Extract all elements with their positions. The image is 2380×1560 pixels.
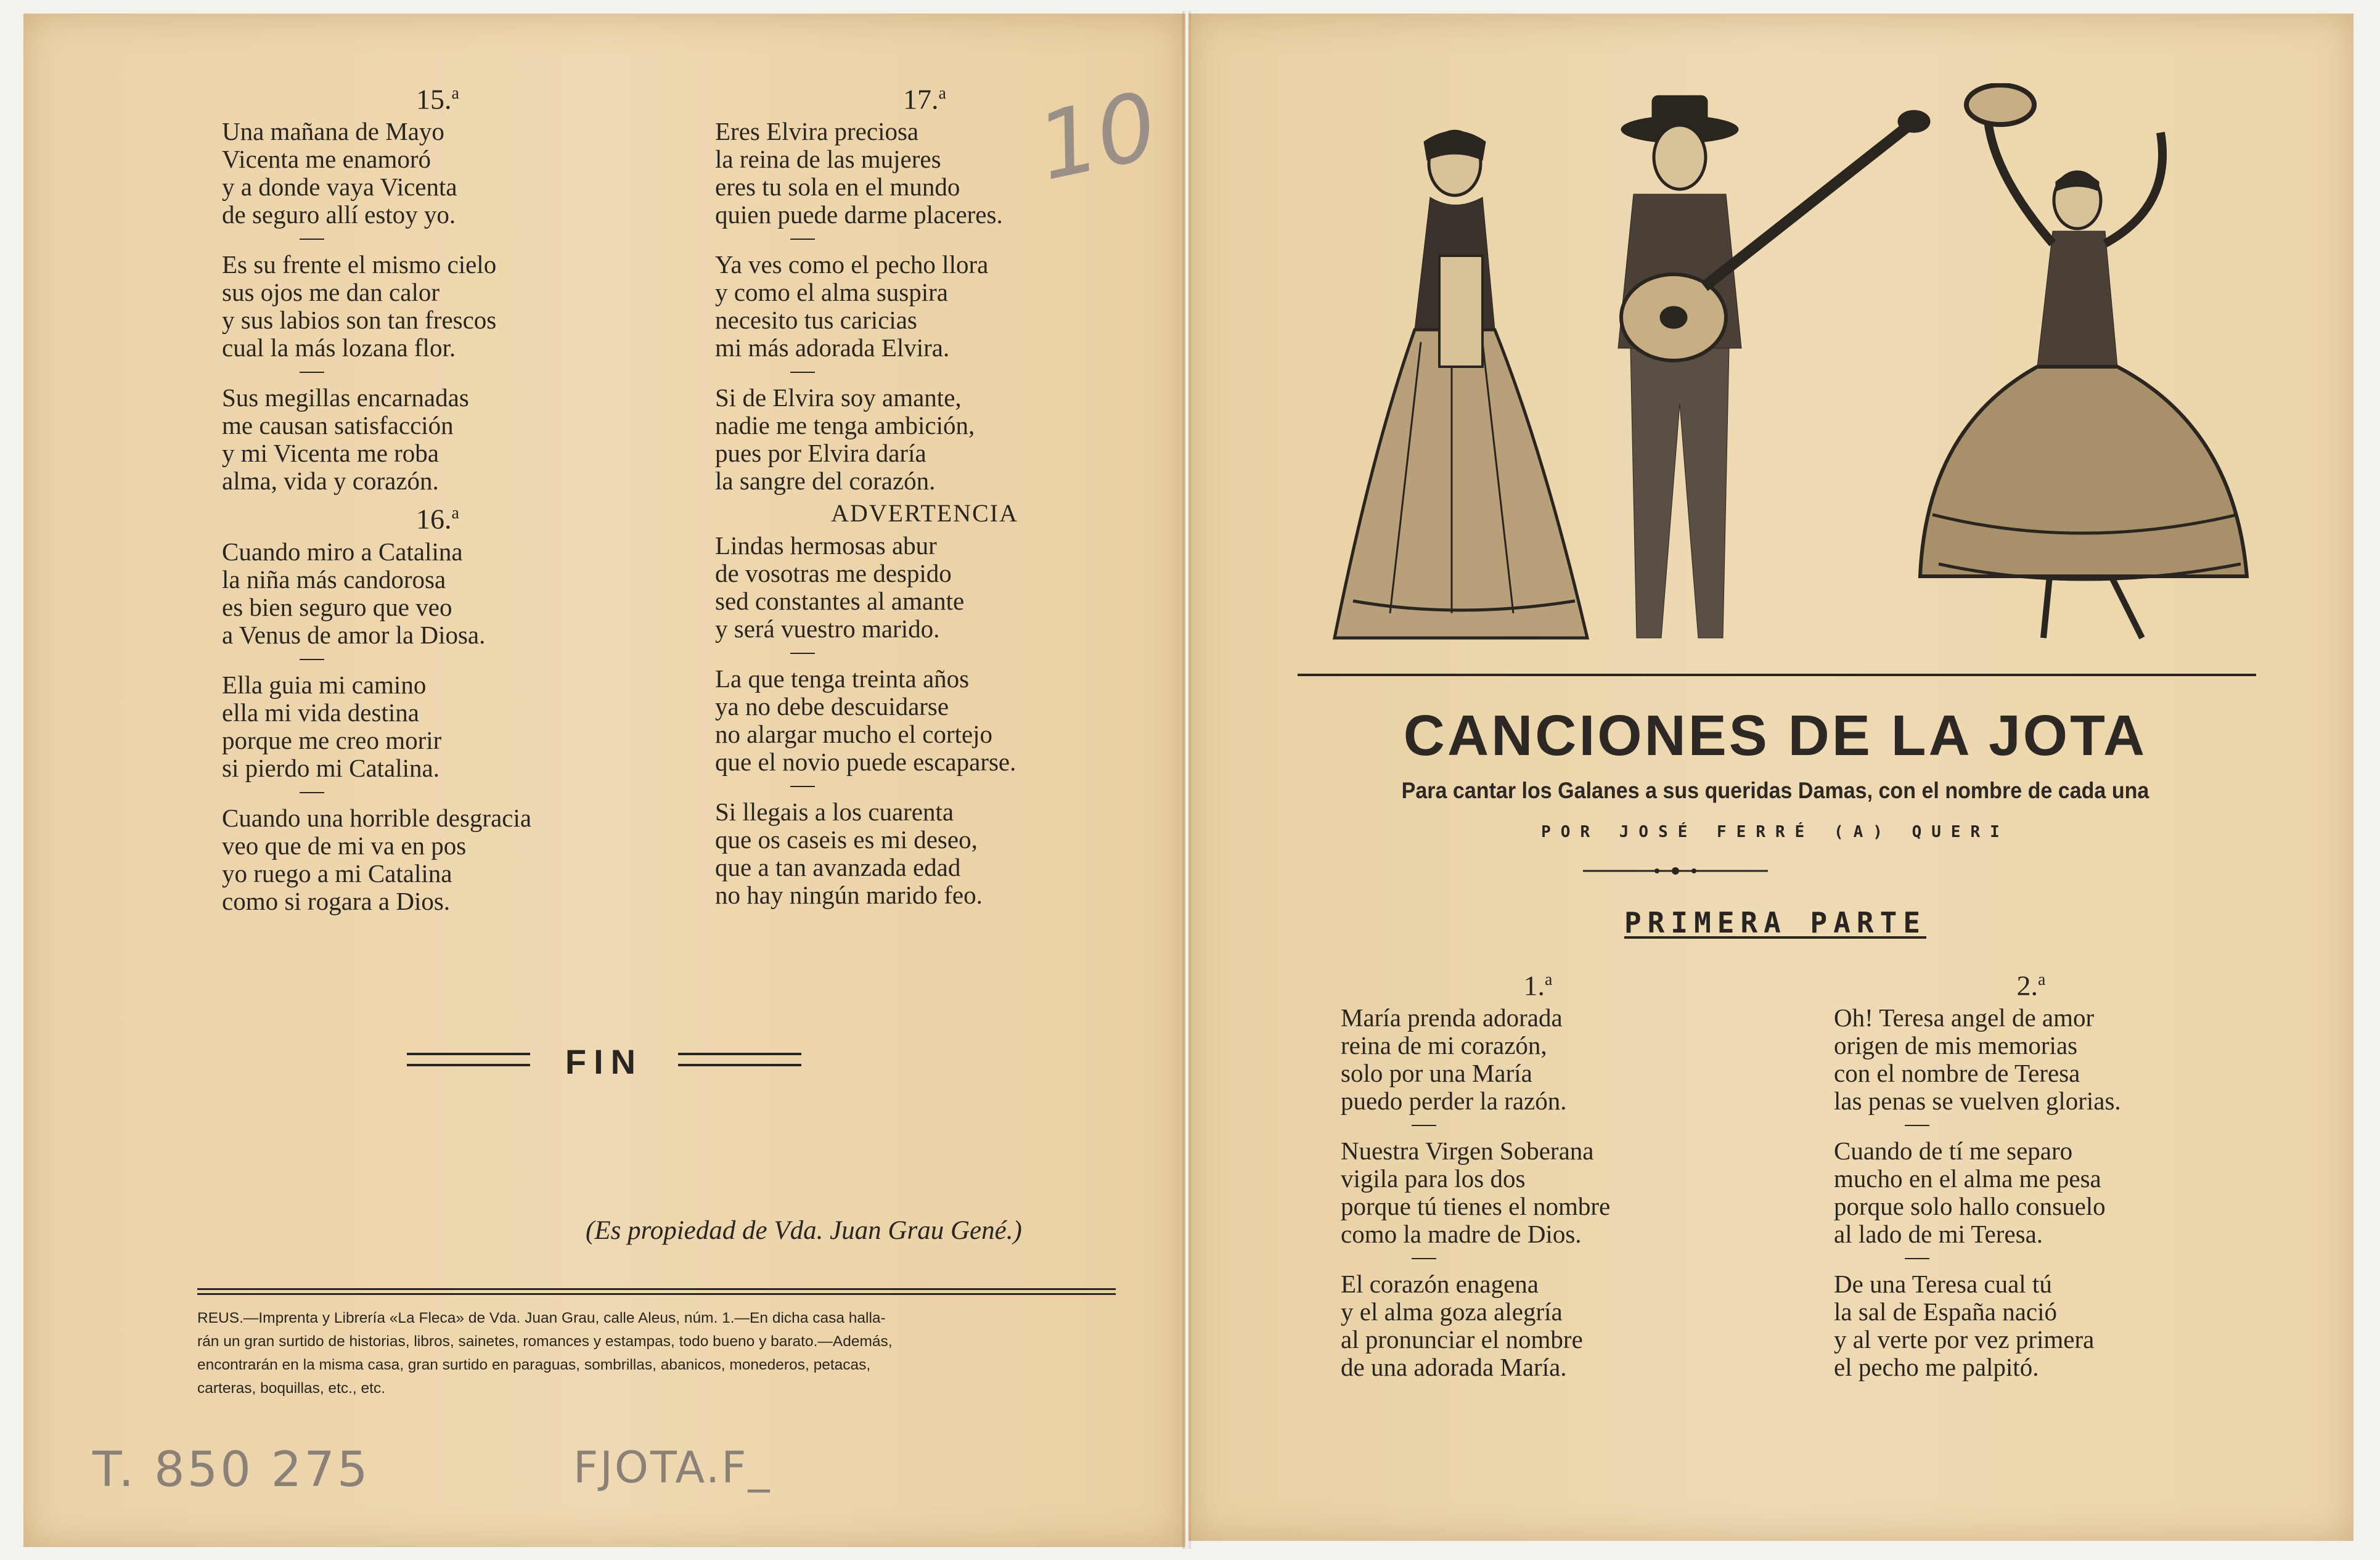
stanza-number: 2.$^a$	[2016, 970, 2046, 1002]
stanza-separator	[300, 792, 324, 793]
main-title: CANCIONES DE LA JOTA	[1403, 703, 2148, 767]
verse-line: la reina de las mujeres	[715, 145, 941, 174]
verse-line: quien puede darme placeres.	[715, 200, 1003, 229]
stanza-separator	[790, 372, 815, 373]
verse-line: reina de mi corazón,	[1341, 1031, 1547, 1060]
verse-line: Eres Elvira preciosa	[715, 117, 919, 146]
stanza-number: 17.$^a$	[903, 83, 946, 115]
verse-line: a Venus de amor la Diosa.	[222, 620, 486, 649]
verse-line: puedo perder la razón.	[1341, 1087, 1567, 1116]
fin-rule-left	[407, 1053, 530, 1066]
verse-line: origen de mis memorias	[1834, 1031, 2078, 1060]
stanza-separator	[790, 786, 815, 787]
verse-line: y sus labios son tan frescos	[222, 306, 497, 335]
stanza-separator	[300, 239, 324, 240]
left-page-column-2	[715, 75, 1134, 909]
right-page-column-1	[1341, 962, 1735, 1381]
verse-line: el pecho me palpitó.	[1834, 1353, 2039, 1382]
verse-line: ya no debe descuidarse	[715, 692, 949, 721]
stanza-separator	[300, 372, 324, 373]
verse-line: El corazón enagena	[1341, 1270, 1539, 1299]
verse-line: Ella guia mi camino	[222, 670, 427, 699]
stanza-separator	[1412, 1125, 1436, 1126]
verse-line: porque me creo morir	[222, 725, 442, 754]
verse-line: es bien seguro que veo	[222, 592, 452, 621]
verse-line: necesito tus caricias	[715, 306, 917, 335]
verse-line: Si llegais a los cuarenta	[715, 798, 954, 827]
author-byline: POR JOSÉ FERRÉ (A) QUERI	[1541, 823, 2010, 841]
verse-line: sus ojos me dan calor	[222, 278, 440, 307]
imprint-line: encontrarán en la misma casa, gran surtido en paraguas, sombrillas, abanicos, monederos, petacas,	[197, 1357, 871, 1373]
verse-line: y el alma goza alegría	[1341, 1297, 1563, 1326]
verse-line: veo que de mi va en pos	[222, 831, 467, 860]
property-notice: (Es propiedad de Vda. Juan Grau Gené.)	[586, 1216, 1022, 1245]
verse-line: no alargar mucho el cortejo	[715, 720, 993, 749]
verse-line: nadie me tenga ambición,	[715, 411, 975, 440]
stanza-separator	[1412, 1258, 1436, 1259]
verse-line: mi más adorada Elvira.	[715, 333, 950, 362]
imprint-rule-top	[197, 1288, 1116, 1290]
verse-line: De una Teresa cual tú	[1834, 1270, 2052, 1299]
pencil-page-number: 10	[1028, 72, 1166, 202]
pencil-catalog-ref: T. 850 275	[92, 1442, 370, 1498]
verse-line: al pronunciar el nombre	[1341, 1325, 1583, 1354]
fin-text: FIN	[565, 1042, 644, 1081]
stanza-separator	[300, 659, 324, 660]
verse-line: la sangre del corazón.	[715, 467, 936, 496]
verse-line: Cuando de tí me separo	[1834, 1137, 2073, 1166]
stanza-separator	[790, 653, 815, 654]
verse-line: al lado de mi Teresa.	[1834, 1220, 2043, 1249]
verse-line: cual la más lozana flor.	[222, 333, 456, 362]
verse-line: María prenda adorada	[1341, 1003, 1563, 1032]
printer-imprint	[197, 1307, 1122, 1400]
verse-line: Cuando una horrible desgracia	[222, 803, 532, 832]
dancer-figure-illustration	[1920, 85, 2247, 638]
verse-line: y como el alma suspira	[715, 278, 949, 307]
fin-rule-right	[678, 1053, 801, 1066]
verse-line: me causan satisfacción	[222, 411, 454, 440]
right-page-column-2	[1834, 962, 2228, 1381]
stanza-separator	[790, 239, 815, 240]
section-heading: ADVERTENCIA	[830, 499, 1018, 528]
imprint-rule-bottom	[197, 1293, 1116, 1295]
verse-line: con el nombre de Teresa	[1834, 1059, 2080, 1088]
verse-line: vigila para los dos	[1341, 1164, 1526, 1193]
imprint-line: rán un gran surtido de historias, libros, sainetes, romances y estampas, todo bueno y barato.—Además,	[197, 1333, 893, 1350]
fin-ornament	[407, 1042, 801, 1079]
verse-line: Lindas hermosas abur	[715, 531, 937, 560]
stanza-separator	[1905, 1258, 1929, 1259]
verse-line: Nuestra Virgen Soberana	[1341, 1137, 1594, 1166]
stanza-number: 16.$^a$	[416, 503, 459, 535]
verse-line: Sus megillas encarnadas	[222, 383, 469, 412]
verse-line: como la madre de Dios.	[1341, 1220, 1582, 1249]
verse-line: la niña más candorosa	[222, 565, 446, 594]
divider-ornament	[1583, 866, 1768, 876]
verse-line: y al verte por vez primera	[1834, 1325, 2095, 1354]
verse-line: las penas se vuelven glorias.	[1834, 1087, 2121, 1116]
verse-line: alma, vida y corazón.	[222, 467, 439, 496]
verse-line: la sal de España nació	[1834, 1297, 2058, 1326]
verse-line: Una mañana de Mayo	[222, 117, 444, 146]
woodcut-illustration	[1298, 83, 2256, 681]
verse-line: Es su frente el mismo cielo	[222, 250, 497, 279]
verse-line: ella mi vida destina	[222, 698, 419, 727]
verse-line: de seguro allí estoy yo.	[222, 200, 456, 229]
verse-line: y será vuestro marido.	[715, 615, 940, 643]
verse-line: que a tan avanzada edad	[715, 853, 961, 882]
imprint-line: REUS.—Imprenta y Librería «La Fleca» de Vda. Juan Grau, calle Aleus, núm. 1.—En dicha casa halla-	[197, 1310, 886, 1326]
verse-line: porque solo hallo consuelo	[1834, 1192, 2106, 1221]
verse-line: yo ruego a mi Catalina	[222, 859, 452, 888]
verse-line: Si de Elvira soy amante,	[715, 383, 962, 412]
verse-line: La que tenga treinta años	[715, 664, 970, 693]
stanza-number: 1.$^a$	[1523, 970, 1553, 1002]
verse-line: si pierdo mi Catalina.	[222, 753, 440, 782]
verse-line: mucho en el alma me pesa	[1834, 1164, 2101, 1193]
verse-line: Oh! Teresa angel de amor	[1834, 1003, 2095, 1032]
imprint-line: carteras, boquillas, etc., etc.	[197, 1380, 386, 1397]
verse-line: que os caseis es mi deseo,	[715, 825, 978, 854]
verse-line: Cuando miro a Catalina	[222, 537, 463, 566]
verse-line: como si rogara a Dios.	[222, 886, 451, 915]
verse-line: Ya ves como el pecho llora	[715, 250, 989, 279]
verse-line: solo por una María	[1341, 1059, 1532, 1088]
pencil-catalog-code: FJOTA.F_	[573, 1442, 772, 1493]
subtitle: Para cantar los Galanes a sus queridas Damas, con el nombre de cada una	[1401, 778, 2149, 803]
verse-line: no hay ningún marido feo.	[715, 881, 983, 910]
verse-line: porque tú tienes el nombre	[1341, 1192, 1611, 1221]
part-title: PRIMERA PARTE	[1624, 906, 1927, 939]
woman-figure-illustration	[1335, 131, 1587, 639]
verse-line: de una adorada María.	[1341, 1353, 1567, 1382]
stanza-separator	[1905, 1125, 1929, 1126]
verse-line: sed constantes al amante	[715, 587, 965, 616]
stanza-number: 15.$^a$	[416, 83, 459, 115]
left-page-column-1	[222, 75, 653, 915]
verse-line: de vosotras me despido	[715, 559, 952, 588]
verse-line: y a donde vaya Vicenta	[222, 173, 457, 202]
page-fold	[1182, 11, 1191, 1549]
verse-line: que el novio puede escaparse.	[715, 748, 1016, 777]
verse-line: y mi Vicenta me roba	[222, 439, 440, 468]
verse-line: eres tu sola en el mundo	[715, 173, 960, 202]
verse-line: Vicenta me enamoró	[222, 145, 431, 174]
verse-line: pues por Elvira daría	[715, 439, 926, 468]
guitar-player-figure-illustration	[1618, 96, 1930, 638]
